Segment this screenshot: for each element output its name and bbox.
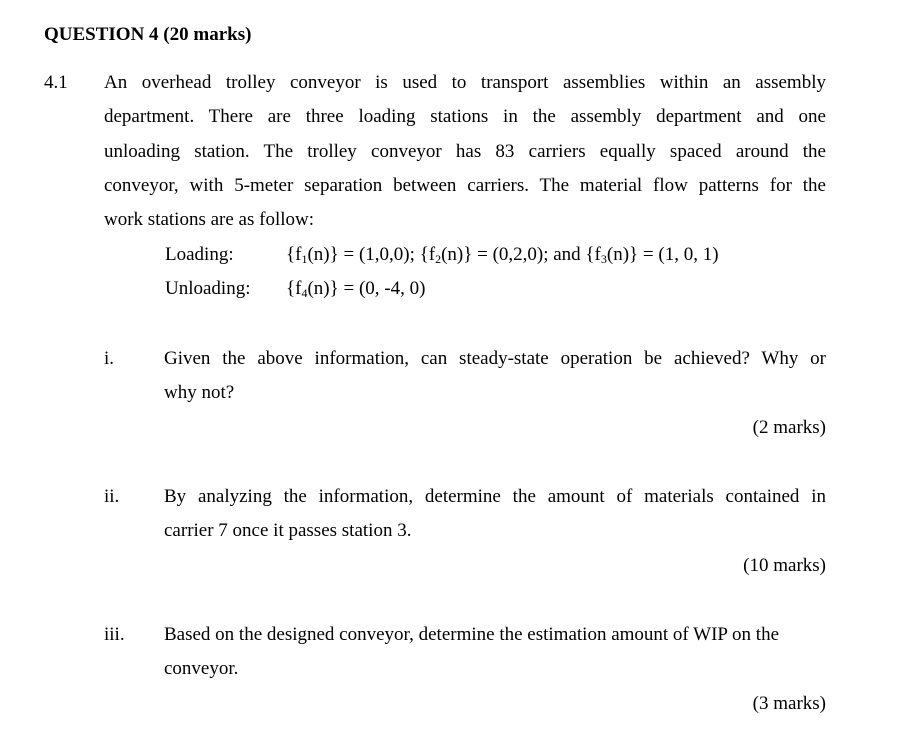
intro-line: conveyor, with 5-meter separation between carriers. The material flow patterns for the <box>104 175 826 196</box>
part-line: carrier 7 once it passes station 3. <box>164 520 412 541</box>
f3-value: (n)} = (1, 0, 1) <box>606 244 719 265</box>
part-line: By analyzing the information, determine the amount of materials contained in <box>164 486 826 507</box>
f2-subscript: 2 <box>435 252 442 266</box>
loading-flow-values <box>286 244 719 266</box>
loading-label: Loading: <box>165 244 234 265</box>
part-marks: (2 marks) <box>752 417 826 438</box>
unloading-label: Unloading: <box>165 278 251 299</box>
part-number: i. <box>104 348 115 369</box>
f1-value: (n)} = (1,0,0); {f <box>307 244 436 265</box>
part-line: why not? <box>164 382 235 403</box>
f3-subscript: 3 <box>600 252 607 266</box>
f2-value: (n)} = (0,2,0); and {f <box>441 244 601 265</box>
part-number: iii. <box>104 624 125 645</box>
part-marks: (10 marks) <box>743 555 826 576</box>
part-line: Given the above information, can steady-state operation be achieved? Why or <box>164 348 826 369</box>
f4-subscript: 4 <box>301 286 308 300</box>
intro-line: An overhead trolley conveyor is used to transport assemblies within an assembly <box>104 72 826 93</box>
question-title: QUESTION 4 (20 marks) <box>44 24 252 45</box>
intro-line: work stations are as follow: <box>104 209 315 230</box>
f1-subscript: 1 <box>301 252 308 266</box>
question-number: 4.1 <box>44 72 68 93</box>
intro-line: department. There are three loading stations in the assembly department and one <box>104 106 826 127</box>
f1-open: {f <box>286 244 302 265</box>
part-line: Based on the designed conveyor, determine the estimation amount of WIP on the <box>164 624 780 645</box>
intro-line: unloading station. The trolley conveyor has 83 carriers equally spaced around the <box>104 141 826 162</box>
f4-open: {f <box>286 278 302 299</box>
part-marks: (3 marks) <box>752 693 826 714</box>
part-number: ii. <box>104 486 120 507</box>
unloading-flow-values <box>286 278 425 300</box>
part-line: conveyor. <box>164 658 239 679</box>
f4-value: (n)} = (0, -4, 0) <box>307 278 426 299</box>
